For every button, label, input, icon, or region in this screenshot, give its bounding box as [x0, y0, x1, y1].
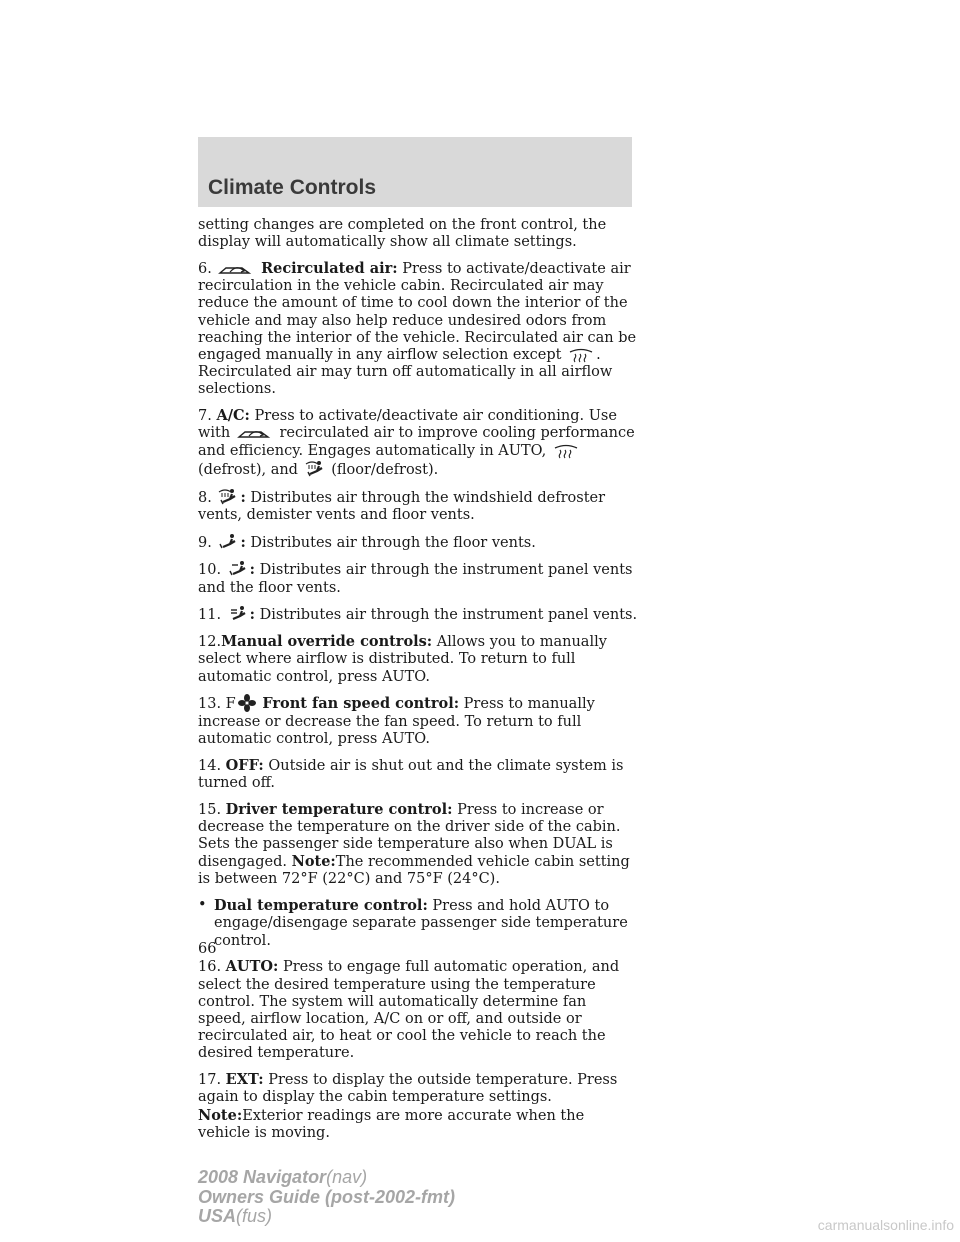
item-11-panel: 11. : Distributes air through the instrument panel vents.: [198, 606, 638, 624]
bullet-dual-temp: • Dual temperature control: Press and hold AUTO to engage/disengage separate passenger side temperature control.: [198, 897, 628, 949]
item-17-ext: 17. EXT: Press to display the outside temperature. Press again to display the cabin temperature settings. Note:Exterior readings are more accurate when the vehicle is moving.: [198, 1071, 618, 1141]
floor-defrost-icon: [305, 460, 325, 478]
item-16-label: AUTO:: [225, 958, 279, 976]
item-13-label: Front fan speed control:: [262, 695, 460, 713]
floor-defrost-icon: [218, 488, 238, 506]
recirculated-air-icon: [237, 425, 273, 441]
document-footer: [198, 1168, 455, 1227]
defrost-icon: [568, 347, 594, 363]
page-title: Climate Controls: [208, 176, 377, 199]
page-number: 66: [198, 941, 217, 957]
panel-vent-icon: [228, 605, 248, 623]
item-8-floor-defrost: 8. : Distributes air through the windshield defroster vents, demister vents and floor vents.: [198, 488, 606, 523]
fan-icon: [238, 694, 256, 712]
footer-line-2: Owners Guide (post-2002-fmt): [198, 1186, 456, 1207]
item-9-floor: 9. : Distributes air through the floor vents.: [198, 533, 536, 551]
watermark-link[interactable]: carmanualsonline.info: [817, 1217, 954, 1233]
item-10-panel-floor: 10. : Distributes air through the instrument panel vents and the floor vents.: [198, 561, 633, 596]
floor-vent-icon: [218, 533, 238, 551]
bullet-label: Dual temperature control:: [214, 897, 428, 915]
item-15-driver-temp: 15. Driver temperature control: Press to increase or decrease the temperature on the driver side of the cabin. Sets the passenger side temperature also when DUAL is disengaged. Note:The recommended vehicle cabin setting is between 72°F (22°C) and 75°F (24°C).: [198, 800, 630, 888]
recirculated-air-icon: [218, 261, 254, 277]
intro-paragraph: setting changes are completed on the front control, the display will automatically show all climate settings.: [198, 217, 607, 251]
item-6-label: Recirculated air:: [261, 260, 398, 277]
item-7-ac: 7. A/C: Press to activate/deactivate air conditioning. Use with recirculated air to improve cooling performance and efficiency. Engages automatically in AUTO, (defrost), and (floor/defrost).: [198, 407, 635, 478]
item-14-label: OFF:: [225, 756, 264, 774]
item-12-label: Manual override controls:: [221, 633, 433, 651]
panel-floor-vent-icon: [228, 560, 248, 578]
defrost-icon: [553, 443, 579, 459]
item-7-label: A/C:: [216, 407, 250, 425]
item-16-auto: 16. AUTO: Press to engage full automatic operation, and select the desired temperature using the temperature control. The system will automatically determine fan speed, airflow location, A/C on or off, and outside or recirculated air, to heat or cool the vehicle to reach the desired temperature.: [198, 958, 620, 1062]
item-15-label: Driver temperature control:: [225, 800, 453, 818]
footer-line-1: 2008 Navigator(nav): [198, 1167, 368, 1187]
footer-line-3: USA(fus): [198, 1206, 273, 1226]
item-17-label: EXT:: [225, 1071, 264, 1089]
item-14-off: 14. OFF: Outside air is shut out and the climate system is turned off.: [198, 756, 624, 791]
manual-content: [198, 217, 638, 1151]
item-6-recirculated-air: 6. Recirculated air: Press to activate/deactivate air recirculation in the vehicle cabin. Recirculated air may reduce the amount of time to cool down the interior of the vehicle and may also help reduce undesired odors from reaching the interior of the vehicle. Recirculated air can be engaged manually in any airflow selection except . Recirculated air may turn off automatically in all airflow selections.: [198, 260, 637, 398]
item-12-manual-override: 12.Manual override controls: Allows you to manually select where airflow is distributed. To return to full automatic control, press AUTO.: [198, 633, 607, 685]
item-13-front-fan: 13. F Front fan speed control: Press to manually increase or decrease the fan speed. To return to full automatic control, press AUTO.: [198, 695, 595, 747]
